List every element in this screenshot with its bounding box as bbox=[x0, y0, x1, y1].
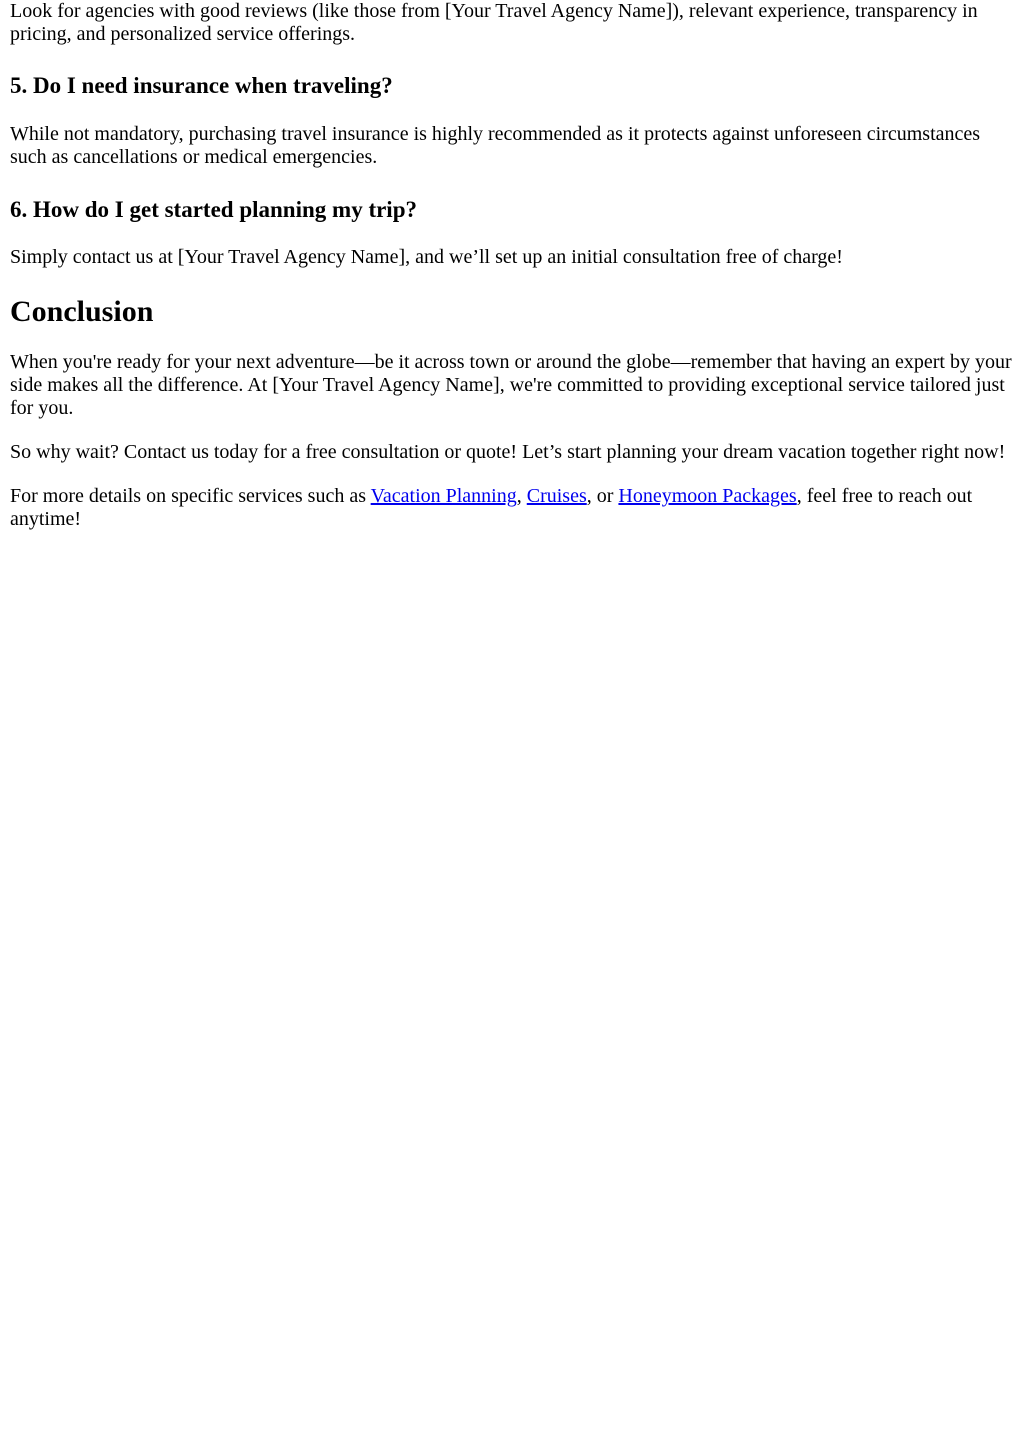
conclusion-paragraph-3 bbox=[10, 485, 1014, 531]
vacation-planning-link[interactable]: Vacation Planning bbox=[370, 485, 517, 507]
services-suffix-text: , feel free to reach out anytime! bbox=[10, 485, 973, 530]
conclusion-paragraph-2: So why wait? Contact us today for a free consultation or quote! Let’s start planning your dream vacation together right now! bbox=[10, 441, 1006, 463]
conclusion-paragraph-1: When you're ready for your next adventure—be it across town or around the globe—remember that having an expert by your side makes all the difference. At [Your Travel Agency Name], we're committed to providing exceptional service tailored just for you. bbox=[10, 351, 1012, 419]
faq-question-5: 5. Do I need insurance when traveling? bbox=[10, 73, 393, 98]
honeymoon-packages-link[interactable]: Honeymoon Packages bbox=[618, 485, 797, 507]
article-content bbox=[0, 0, 1024, 531]
faq-question-6: 6. How do I get started planning my trip? bbox=[10, 197, 417, 222]
conclusion-heading: Conclusion bbox=[10, 295, 154, 328]
separator-text: , bbox=[516, 485, 527, 507]
faq-answer-5: While not mandatory, purchasing travel insurance is highly recommended as it protects against unforeseen circumstances such as cancellations or medical emergencies. bbox=[10, 123, 981, 168]
faq-answer-6: Simply contact us at [Your Travel Agency Name], and we’ll set up an initial consultation free of charge! bbox=[10, 246, 843, 268]
services-prefix-text: For more details on specific services such as bbox=[10, 485, 371, 507]
cruises-link[interactable]: Cruises bbox=[526, 485, 587, 507]
separator-text: , or bbox=[586, 485, 619, 507]
faq-answer-4: Look for agencies with good reviews (like those from [Your Travel Agency Name]), relevant experience, transparency in pricing, and personalized service offerings. bbox=[10, 0, 978, 45]
